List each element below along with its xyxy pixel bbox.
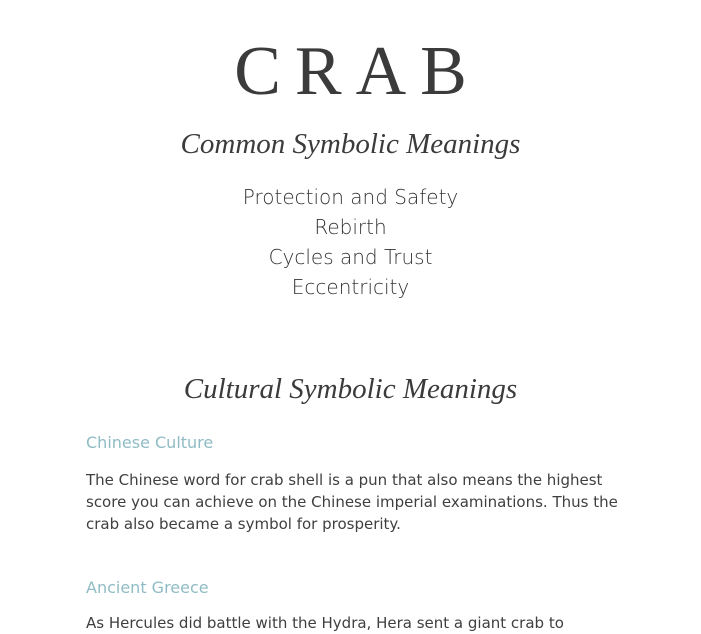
culture-section-text: The Chinese word for crab shell is a pun that also means the highest score you can achieve on the Chinese imperial examinations. Thus the crab also became a symbol for prosperity. [86, 471, 618, 533]
culture-section-title: Ancient Greece [86, 578, 209, 597]
culture-section-title: Chinese Culture [86, 433, 214, 452]
culture-section-text: As Hercules did battle with the Hydra, Hera sent a giant crab to [86, 614, 564, 632]
common-meaning-item: Rebirth [314, 215, 387, 239]
common-meaning-item: Cycles and Trust [268, 245, 433, 269]
common-meanings-list [0, 182, 701, 302]
page-title: CRAB [234, 33, 481, 110]
common-meanings-heading: Common Symbolic Meanings [180, 128, 521, 160]
cultural-meanings-heading: Cultural Symbolic Meanings [183, 373, 518, 405]
common-meaning-item: Protection and Safety [242, 185, 459, 209]
common-meaning-item: Eccentricity [291, 275, 410, 299]
